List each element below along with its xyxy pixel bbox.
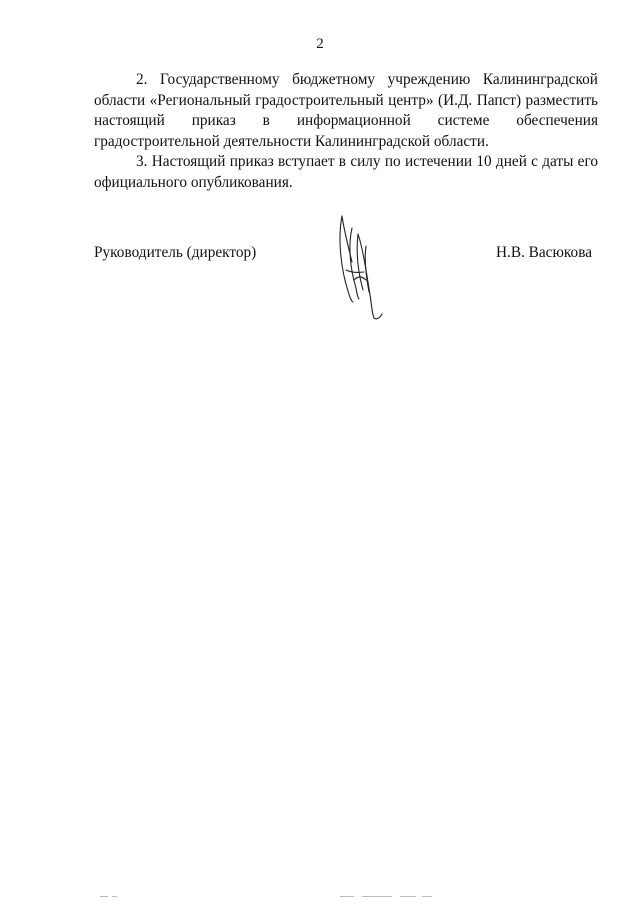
signer-name: Н.В. Васюкова <box>495 244 592 261</box>
scan-artifact-marks <box>100 894 460 900</box>
document-body <box>94 70 598 193</box>
signer-position-title: Руководитель (директор) <box>94 244 257 261</box>
paragraph-2: 2. Государственному бюджетному учреждению Калининградской области «Региональный градостроительный центр» (И.Д. Папст) разместить настоящий приказ в информационной системе обеспечения градостроительной деятельности Калининградской области. <box>94 71 598 150</box>
handwritten-signature <box>326 206 396 326</box>
paragraph-3: 3. Настоящий приказ вступает в силу по истечении 10 дней с даты его официального опубликования. <box>94 153 598 191</box>
page-number: 2 <box>316 36 324 52</box>
